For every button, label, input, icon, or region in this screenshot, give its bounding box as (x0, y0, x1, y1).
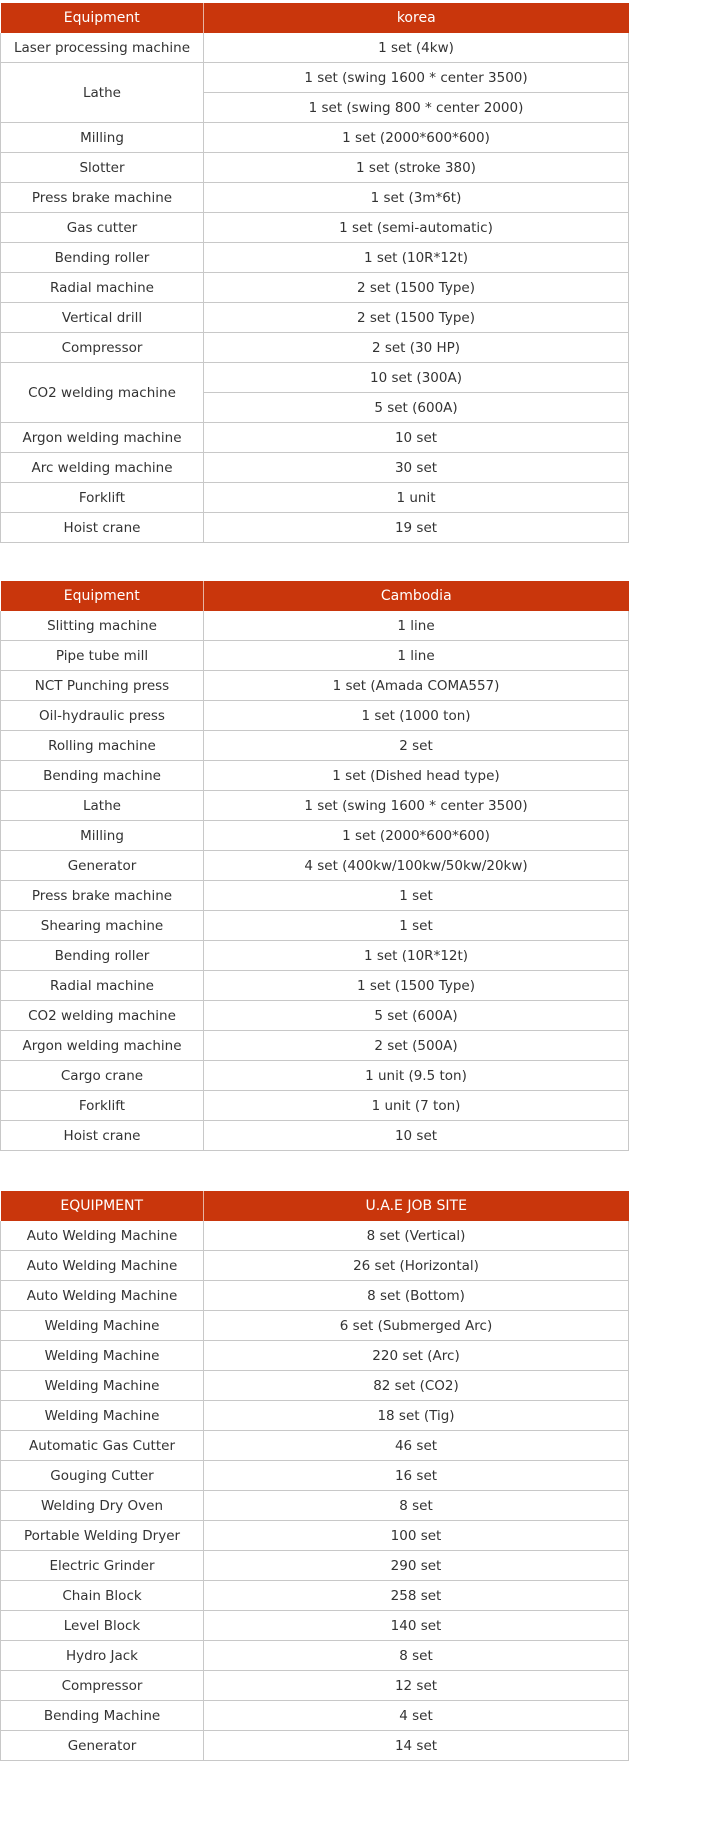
table-header (1, 1191, 629, 1221)
equipment-quantity: 82 set (CO2) (204, 1371, 629, 1401)
equipment-name: Auto Welding Machine (1, 1251, 204, 1281)
equipment-quantity: 8 set (204, 1491, 629, 1521)
equipment-name: Press brake machine (1, 183, 204, 213)
equipment-quantity: 1 set (3m*6t) (204, 183, 629, 213)
table-row (1, 761, 629, 791)
equipment-quantity: 16 set (204, 1461, 629, 1491)
table-row (1, 243, 629, 273)
table-row (1, 63, 629, 93)
equipment-name: Bending machine (1, 761, 204, 791)
equipment-quantity: 5 set (600A) (204, 1001, 629, 1031)
table-row (1, 153, 629, 183)
equipment-quantity: 30 set (204, 453, 629, 483)
equipment-quantity: 10 set (204, 423, 629, 453)
table-row (1, 1371, 629, 1401)
table-row (1, 971, 629, 1001)
equipment-quantity: 1 line (204, 611, 629, 641)
table-row (1, 273, 629, 303)
equipment-name: Argon welding machine (1, 1031, 204, 1061)
table-row (1, 363, 629, 393)
equipment-quantity: 18 set (Tig) (204, 1401, 629, 1431)
equipment-name: Gouging Cutter (1, 1461, 204, 1491)
table-row (1, 1251, 629, 1281)
equipment-name: Electric Grinder (1, 1551, 204, 1581)
equipment-quantity: 1 set (204, 911, 629, 941)
column-header-location: korea (204, 3, 629, 33)
table-row (1, 333, 629, 363)
table-row (1, 1671, 629, 1701)
equipment-name: Generator (1, 851, 204, 881)
equipment-quantity: 2 set (1500 Type) (204, 303, 629, 333)
equipment-quantity: 2 set (30 HP) (204, 333, 629, 363)
table-row (1, 1701, 629, 1731)
equipment-name: Arc welding machine (1, 453, 204, 483)
equipment-name: Forklift (1, 483, 204, 513)
equipment-quantity: 2 set (500A) (204, 1031, 629, 1061)
table-row (1, 183, 629, 213)
table-header (1, 3, 629, 33)
equipment-quantity: 19 set (204, 513, 629, 543)
equipment-quantity: 290 set (204, 1551, 629, 1581)
table-row (1, 1581, 629, 1611)
equipment-quantity: 6 set (Submerged Arc) (204, 1311, 629, 1341)
equipment-name: CO2 welding machine (1, 363, 204, 423)
table-row (1, 1031, 629, 1061)
equipment-quantity: 4 set (204, 1701, 629, 1731)
equipment-quantity: 220 set (Arc) (204, 1341, 629, 1371)
table-row (1, 1001, 629, 1031)
column-header-location: Cambodia (204, 581, 629, 611)
equipment-quantity: 10 set (300A) (204, 363, 629, 393)
equipment-table-korea (0, 3, 629, 543)
equipment-name: Bending roller (1, 941, 204, 971)
equipment-name: Shearing machine (1, 911, 204, 941)
equipment-name: Welding Machine (1, 1401, 204, 1431)
equipment-name: Lathe (1, 63, 204, 123)
equipment-quantity: 140 set (204, 1611, 629, 1641)
table-row (1, 911, 629, 941)
equipment-name: Vertical drill (1, 303, 204, 333)
table-row (1, 213, 629, 243)
table-row (1, 1431, 629, 1461)
table-row (1, 453, 629, 483)
table-row (1, 881, 629, 911)
equipment-name: Slitting machine (1, 611, 204, 641)
equipment-name: Forklift (1, 1091, 204, 1121)
equipment-name: Welding Machine (1, 1311, 204, 1341)
equipment-quantity: 46 set (204, 1431, 629, 1461)
equipment-name: Argon welding machine (1, 423, 204, 453)
equipment-quantity: 8 set (204, 1641, 629, 1671)
table-row (1, 1641, 629, 1671)
table-row (1, 791, 629, 821)
equipment-name: Auto Welding Machine (1, 1221, 204, 1251)
equipment-quantity: 14 set (204, 1731, 629, 1761)
equipment-quantity: 8 set (Bottom) (204, 1281, 629, 1311)
equipment-quantity: 1 set (2000*600*600) (204, 123, 629, 153)
equipment-name: Compressor (1, 333, 204, 363)
equipment-name: Oil-hydraulic press (1, 701, 204, 731)
table-row (1, 1611, 629, 1641)
table-row (1, 1341, 629, 1371)
equipment-table-uae (0, 1191, 629, 1761)
equipment-name: Automatic Gas Cutter (1, 1431, 204, 1461)
table-row (1, 1521, 629, 1551)
equipment-quantity: 1 set (Dished head type) (204, 761, 629, 791)
table-row (1, 423, 629, 453)
equipment-quantity: 1 set (204, 881, 629, 911)
table-row (1, 513, 629, 543)
equipment-quantity: 1 unit (9.5 ton) (204, 1061, 629, 1091)
equipment-quantity: 1 line (204, 641, 629, 671)
equipment-name: Laser processing machine (1, 33, 204, 63)
equipment-quantity: 4 set (400kw/100kw/50kw/20kw) (204, 851, 629, 881)
equipment-quantity: 1 unit (7 ton) (204, 1091, 629, 1121)
equipment-name: Generator (1, 1731, 204, 1761)
equipment-name: Lathe (1, 791, 204, 821)
equipment-name: Welding Machine (1, 1371, 204, 1401)
equipment-name: Milling (1, 821, 204, 851)
table-row (1, 821, 629, 851)
equipment-name: Chain Block (1, 1581, 204, 1611)
equipment-quantity: 100 set (204, 1521, 629, 1551)
table-row (1, 611, 629, 641)
table-row (1, 1121, 629, 1151)
equipment-name: NCT Punching press (1, 671, 204, 701)
equipment-quantity: 1 set (10R*12t) (204, 243, 629, 273)
table-row (1, 1311, 629, 1341)
equipment-quantity: 8 set (Vertical) (204, 1221, 629, 1251)
equipment-quantity: 1 set (swing 1600 * center 3500) (204, 791, 629, 821)
equipment-name: Hoist crane (1, 1121, 204, 1151)
equipment-name: Gas cutter (1, 213, 204, 243)
equipment-name: Milling (1, 123, 204, 153)
column-header-location: U.A.E JOB SITE (204, 1191, 629, 1221)
equipment-quantity: 5 set (600A) (204, 393, 629, 423)
equipment-quantity: 1 set (stroke 380) (204, 153, 629, 183)
table-row (1, 641, 629, 671)
table-row (1, 1731, 629, 1761)
equipment-name: Radial machine (1, 971, 204, 1001)
equipment-name: Portable Welding Dryer (1, 1521, 204, 1551)
equipment-name: Level Block (1, 1611, 204, 1641)
equipment-quantity: 10 set (204, 1121, 629, 1151)
equipment-table-cambodia (0, 581, 629, 1151)
equipment-name: Bending roller (1, 243, 204, 273)
equipment-quantity: 26 set (Horizontal) (204, 1251, 629, 1281)
table-row (1, 1091, 629, 1121)
equipment-name: CO2 welding machine (1, 1001, 204, 1031)
equipment-name: Welding Machine (1, 1341, 204, 1371)
table-row (1, 671, 629, 701)
table-row (1, 1281, 629, 1311)
equipment-quantity: 12 set (204, 1671, 629, 1701)
equipment-name: Slotter (1, 153, 204, 183)
table-row (1, 941, 629, 971)
equipment-quantity: 1 set (1500 Type) (204, 971, 629, 1001)
equipment-name: Bending Machine (1, 1701, 204, 1731)
column-header-equipment: Equipment (1, 581, 204, 611)
equipment-quantity: 1 set (2000*600*600) (204, 821, 629, 851)
equipment-quantity: 258 set (204, 1581, 629, 1611)
column-header-equipment: EQUIPMENT (1, 1191, 204, 1221)
equipment-name: Press brake machine (1, 881, 204, 911)
equipment-name: Welding Dry Oven (1, 1491, 204, 1521)
table-row (1, 1551, 629, 1581)
equipment-quantity: 1 set (swing 1600 * center 3500) (204, 63, 629, 93)
equipment-quantity: 1 set (1000 ton) (204, 701, 629, 731)
equipment-name: Hydro Jack (1, 1641, 204, 1671)
equipment-name: Cargo crane (1, 1061, 204, 1091)
equipment-quantity: 2 set (204, 731, 629, 761)
table-row (1, 1061, 629, 1091)
table-row (1, 303, 629, 333)
equipment-quantity: 1 set (swing 800 * center 2000) (204, 93, 629, 123)
equipment-quantity: 1 set (10R*12t) (204, 941, 629, 971)
table-row (1, 1221, 629, 1251)
table-row (1, 1461, 629, 1491)
table-row (1, 33, 629, 63)
table-row (1, 701, 629, 731)
equipment-name: Pipe tube mill (1, 641, 204, 671)
equipment-name: Hoist crane (1, 513, 204, 543)
column-header-equipment: Equipment (1, 3, 204, 33)
equipment-name: Auto Welding Machine (1, 1281, 204, 1311)
table-row (1, 1491, 629, 1521)
table-row (1, 483, 629, 513)
equipment-quantity: 1 unit (204, 483, 629, 513)
table-header (1, 581, 629, 611)
table-row (1, 123, 629, 153)
table-row (1, 731, 629, 761)
equipment-name: Compressor (1, 1671, 204, 1701)
table-row (1, 1401, 629, 1431)
equipment-quantity: 2 set (1500 Type) (204, 273, 629, 303)
table-row (1, 851, 629, 881)
equipment-name: Rolling machine (1, 731, 204, 761)
equipment-quantity: 1 set (Amada COMA557) (204, 671, 629, 701)
equipment-quantity: 1 set (semi-automatic) (204, 213, 629, 243)
equipment-quantity: 1 set (4kw) (204, 33, 629, 63)
equipment-name: Radial machine (1, 273, 204, 303)
